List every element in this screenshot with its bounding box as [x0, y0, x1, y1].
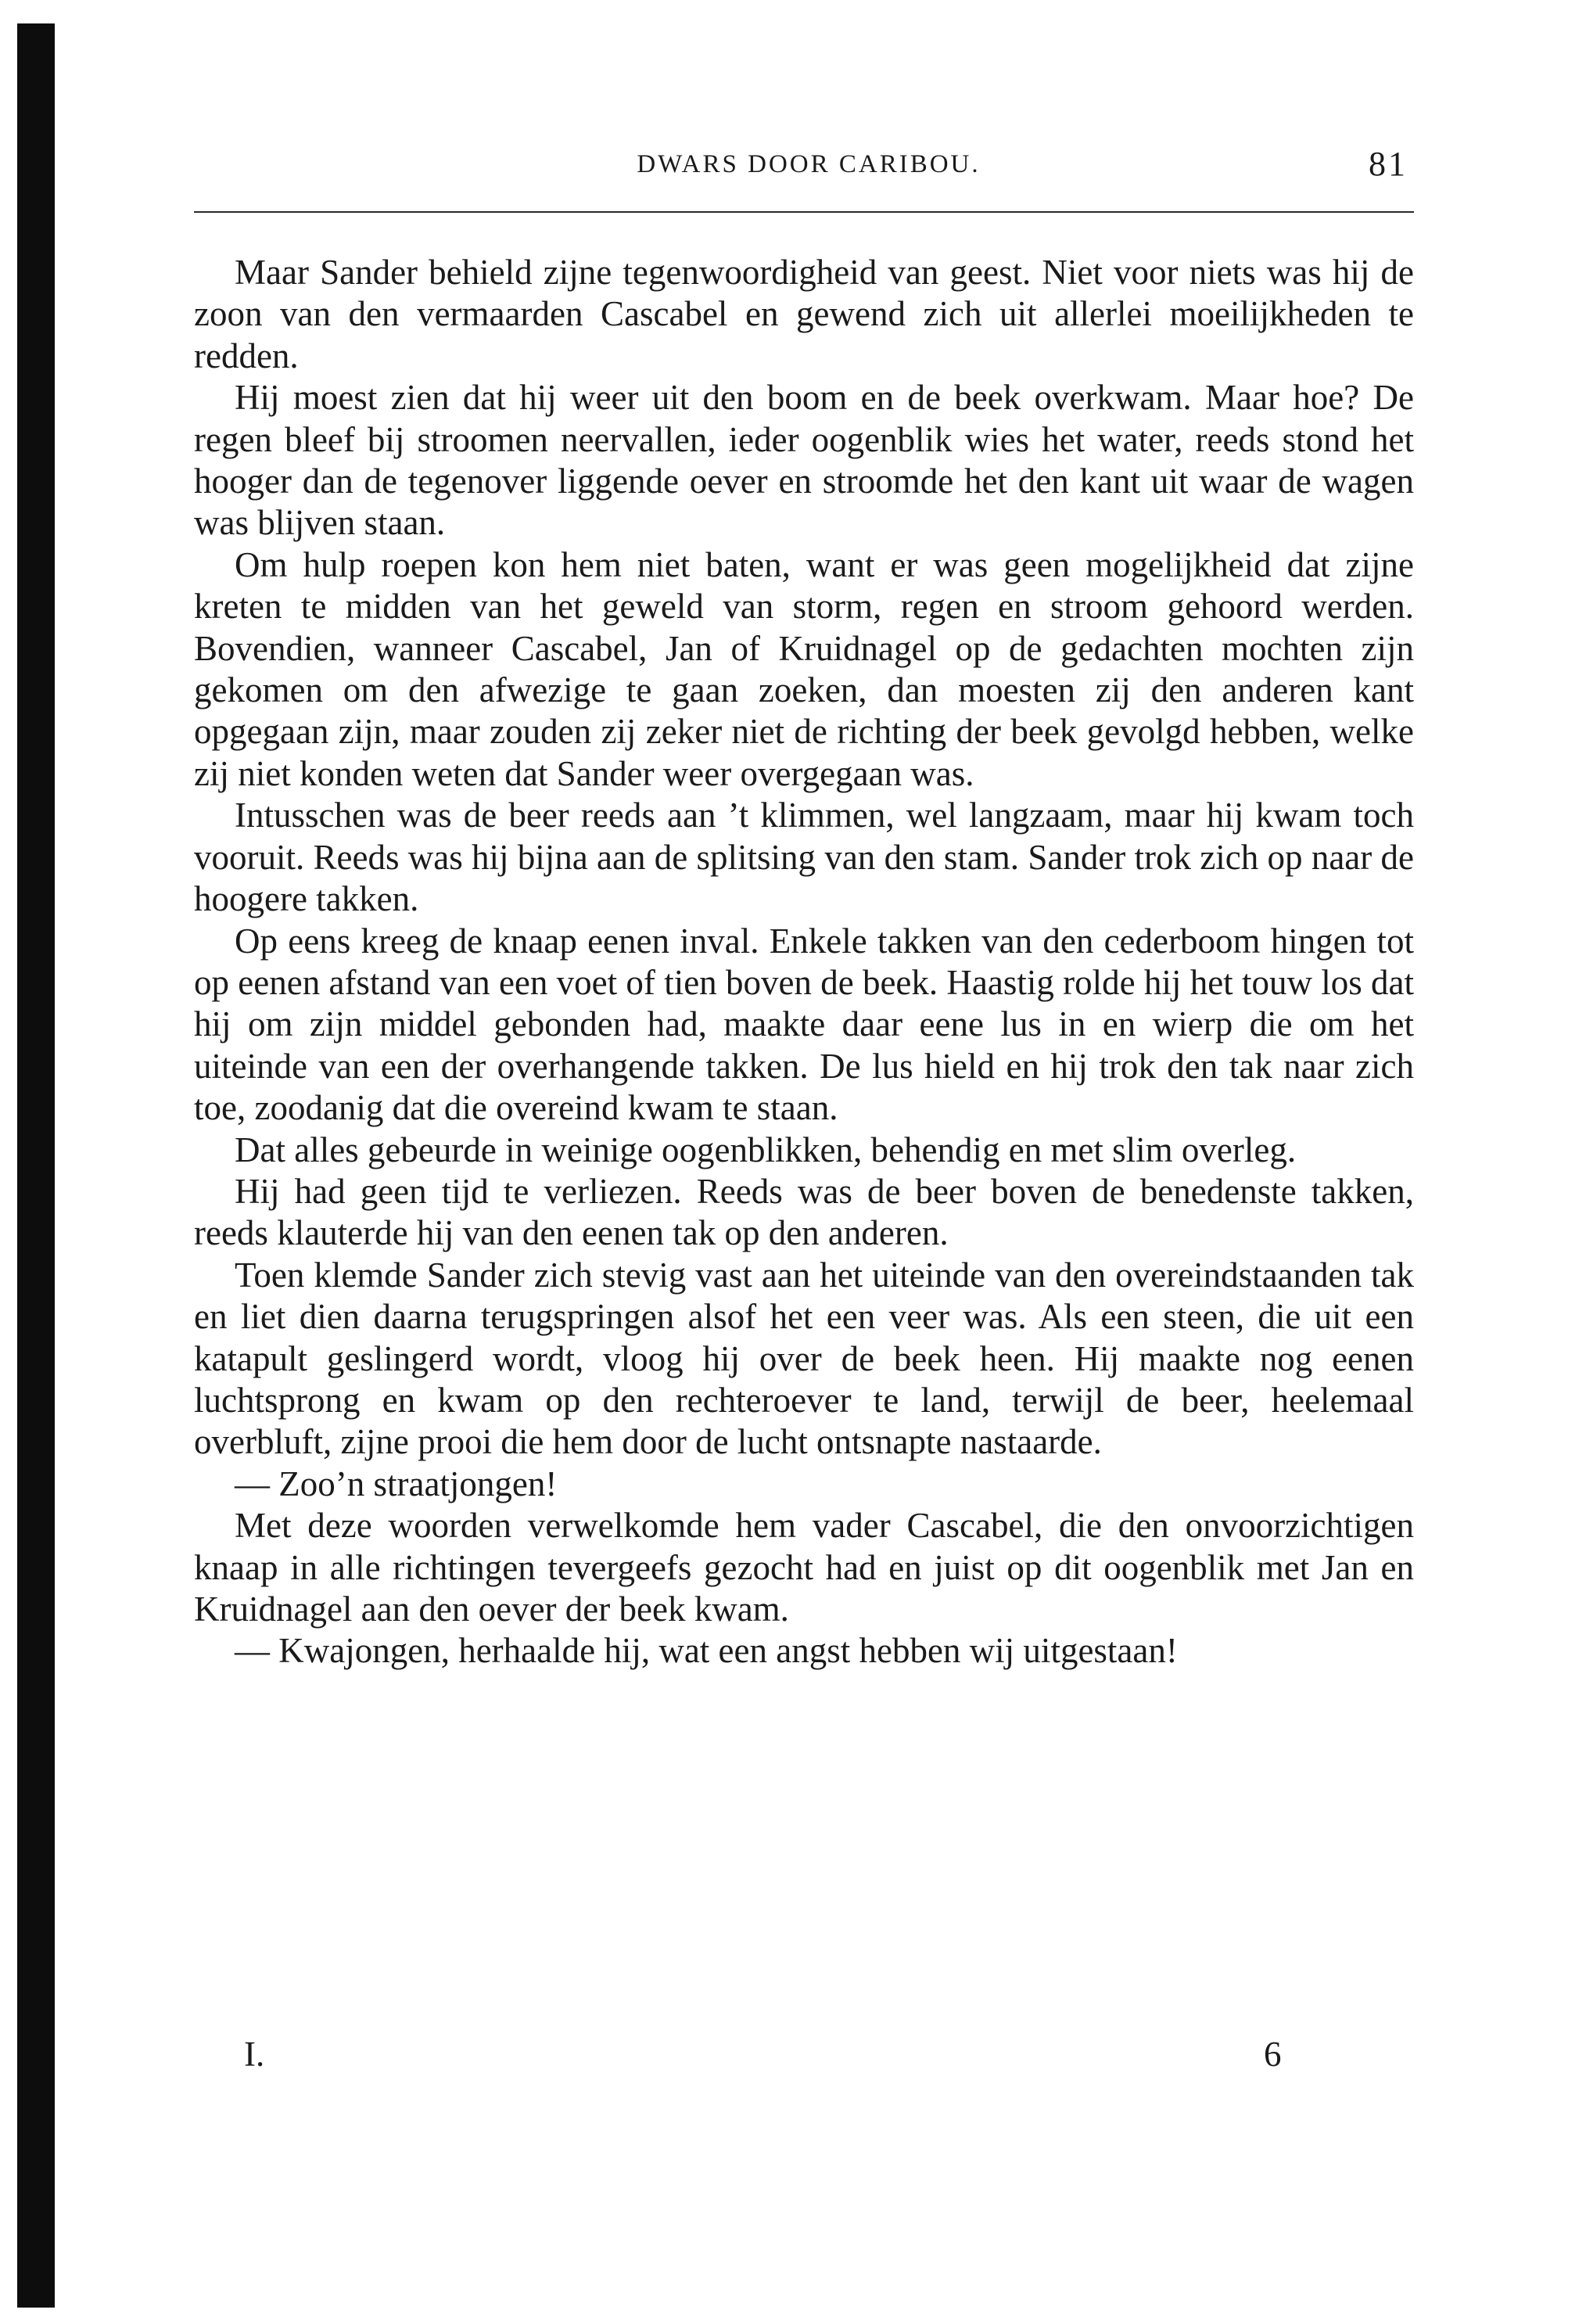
- paragraph: Hij moest zien dat hij weer uit den boom en de beek overkwam. Maar hoe? De regen bleef bij stroomen neervallen, ieder oogenblik wies het water, reeds stond het hooger dan de tegenover liggende oever en stroomde het den kant uit waar de wagen was blijven staan.: [194, 378, 1414, 543]
- paragraph: Dat alles gebeurde in weinige oogenblikken, behendig en met slim overleg.: [235, 1130, 1297, 1169]
- dialogue-line: — Kwajongen, herhaalde hij, wat een angst hebben wij uitgestaan!: [235, 1631, 1178, 1671]
- page-number: 81: [1369, 145, 1408, 183]
- paragraph: Op eens kreeg de knaap eenen inval. Enkele takken van den cederboom hingen tot op eenen afstand van een voet of tien boven de beek. Haastig rolde hij het touw los dat hij om zijn middel gebonden had, maakte daar eene lus in en wierp die om het uiteinde van een der overhangende takken. De lus hield en hij trok den tak naar zich toe, zoodanig dat die overeind kwam te staan.: [194, 921, 1414, 1128]
- paragraph: Om hulp roepen kon hem niet baten, want er was geen mogelijkheid dat zijne kreten te midden van het geweld van storm, regen en stroom gehoord werden. Bovendien, wanneer Cascabel, Jan of Kruidnagel op de gedachten mochten zijn gekomen om den afwezige te gaan zoeken, dan moesten zij den anderen kant opgegaan zijn, maar zouden zij zeker niet de richting der beek gevolgd hebben, welke zij niet konden weten dat Sander weer overgegaan was.: [194, 544, 1414, 793]
- paragraph: Hij had geen tijd te verliezen. Reeds was de beer boven de benedenste takken, reeds klauterde hij van den eenen tak op den anderen.: [194, 1171, 1414, 1253]
- dialogue-line: — Zoo’n straatjongen!: [235, 1464, 558, 1503]
- running-title: DWARS DOOR CARIBOU.: [637, 150, 981, 178]
- paragraph: Met deze woorden verwelkomde hem vader Cascabel, die den onvoorzichtigen knaap in alle richtingen tevergeefs gezocht had en juist op dit oogenblik met Jan en Kruidnagel aan den oever der beek kwam.: [194, 1506, 1414, 1629]
- page-footer: [194, 2034, 1414, 2081]
- header-rule: [194, 211, 1414, 213]
- book-binding-edge: [17, 23, 55, 2308]
- paragraph: Maar Sander behield zijne tegenwoordigheid van geest. Niet voor niets was hij de zoon van den vermaarden Cascabel en gewend zich uit allerlei moeilijkheden te redden.: [194, 253, 1414, 375]
- signature-volume: I.: [244, 2035, 265, 2074]
- body-text: [194, 252, 1414, 1672]
- paragraph: Intusschen was de beer reeds aan ’t klimmen, wel langzaam, maar hij kwam toch vooruit. Reeds was hij bijna aan de splitsing van den stam. Sander trok zich op naar de hoogere takken.: [194, 796, 1414, 919]
- signature-number: 6: [1264, 2035, 1282, 2074]
- paragraph: Toen klemde Sander zich stevig vast aan het uiteinde van den overeindstaanden tak en liet dien daarna terugspringen alsof het een veer was. Als een steen, die uit een katapult geslingerd wordt, vloog hij over de beek heen. Hij maakte nog eenen luchtsprong en kwam op den rechteroever te land, terwijl de beer, heelemaal overbluft, zijne prooi die hem door de lucht ontsnapte nastaarde.: [194, 1255, 1414, 1462]
- page-header: [194, 141, 1423, 196]
